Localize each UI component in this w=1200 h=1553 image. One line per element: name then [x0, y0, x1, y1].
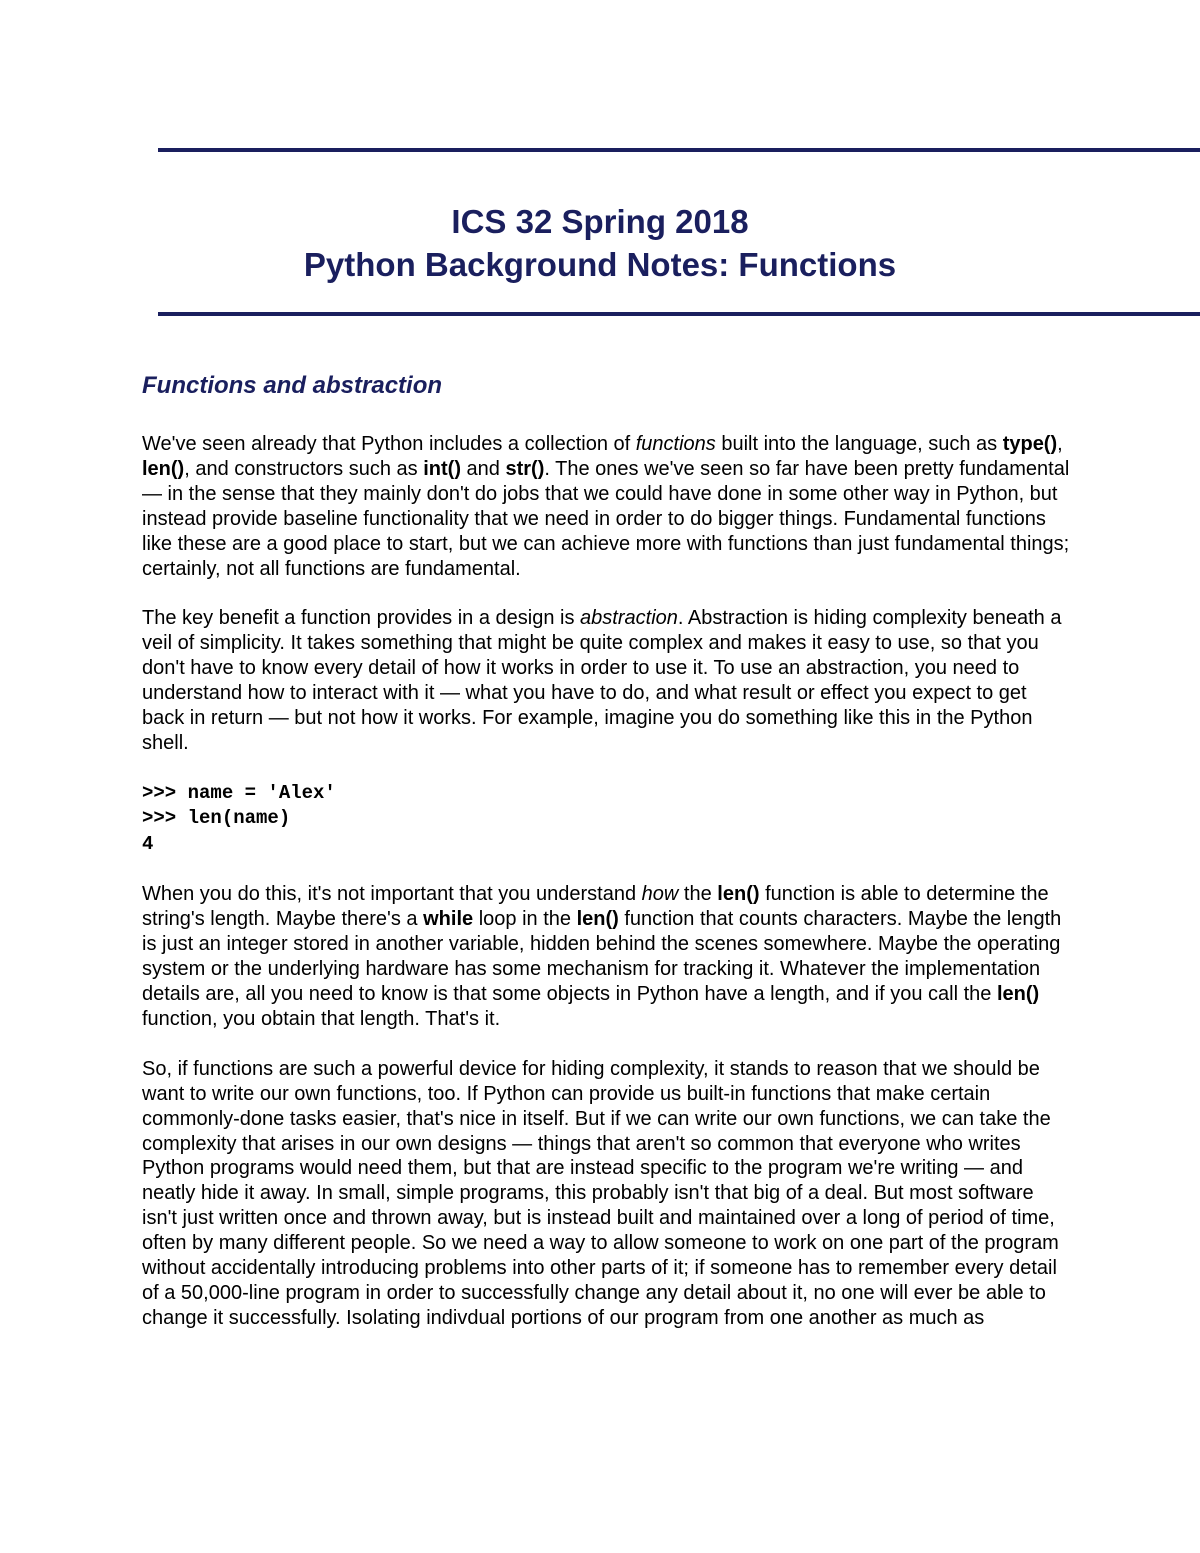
- bottom-divider: [158, 312, 1200, 316]
- code-example: [142, 781, 1072, 858]
- top-divider: [158, 148, 1200, 152]
- title-line-course: ICS 32 Spring 2018: [451, 203, 749, 240]
- title-line-topic: Python Background Notes: Functions: [303, 246, 897, 283]
- paragraph-4: So, if functions are such a powerful device for hiding complexity, it stands to reason that we should be want to write our own functions, too. If Python can provide us built-in functions that make certain commonly-done tasks easier, that's nice in itself. But if we can write our own functions, we can take the complexity that arises in our own designs — things that aren't so common that everyone who writes Python programs would need them, but that are instead specific to the program we're writing — and neatly hide it away. In small, simple programs, this probably isn't that big of a deal. But most software isn't just written once and thrown away, but is instead built and maintained over a long of period of time, often by many different people. So we need a way to allow someone to work on one part of the program without accidentally introducing problems into other parts of it; if someone has to remember every detail of a 50,000-line program in order to successfully change any detail about it, no one will ever be able to change it successfully. Isolating indivdual portions of our program from one another as much as: [142, 1057, 1059, 1329]
- paragraph-2: The key benefit a function provides in a design is abstraction. Abstraction is hiding complexity beneath a veil of simplicity. It takes something that might be quite complex and makes it easy to use, so that you don't have to know every detail of how it works in order to use it. To use an abstraction, you need to understand how to interact with it — what you have to do, and what result or effect you expect to get back in return — but not how it works. For example, imagine you do something like this in the Python shell.: [142, 607, 1062, 754]
- paragraph-3: When you do this, it's not important that you understand how the len() function is able to determine the string's length. Maybe there's a while loop in the len() function that counts characters. Maybe the length is just an integer stored in another variable, hidden behind the scenes somewhere. Maybe the operating system or the underlying hardware has some mechanism for tracking it. Whatever the implementation details are, all you need to know is that some objects in Python have a length, and if you call the len() function, you obtain that length. That's it.: [142, 883, 1062, 1030]
- paragraph-1: We've seen already that Python includes a collection of functions built into the language, such as type(), len(), and constructors such as int() and str(). The ones we've seen so far have been pretty fundamental — in the sense that they mainly don't do jobs that we could have done in some other way in Python, but instead provide baseline functionality that we need in order to do bigger things. Fundamental functions like these are a good place to start, but we can achieve more with functions than just fundamental things; certainly, not all functions are fundamental.: [142, 433, 1070, 580]
- code-output: 4: [142, 832, 154, 855]
- section-heading: Functions and abstraction: [142, 372, 443, 399]
- page-title: [158, 200, 1042, 286]
- document-body: [142, 366, 1072, 1331]
- code-line: >>> len(name): [142, 807, 291, 830]
- code-line: >>> name = 'Alex': [142, 781, 336, 804]
